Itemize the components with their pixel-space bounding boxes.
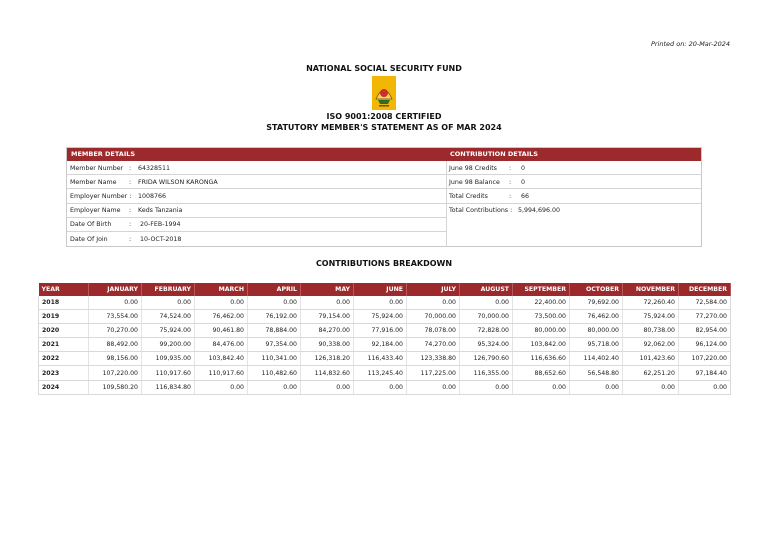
amount-cell: 70,000.00 — [460, 310, 513, 324]
amount-cell: 72,260.40 — [623, 296, 679, 310]
table-row — [39, 338, 731, 352]
amount-cell: 103,842.00 — [513, 338, 570, 352]
amount-cell: 82,954.00 — [679, 324, 731, 338]
amount-cell: 76,192.00 — [248, 310, 301, 324]
table-header — [39, 283, 731, 296]
table-row — [39, 366, 731, 380]
amount-cell: 107,220.00 — [679, 352, 731, 366]
amount-cell: 74,524.00 — [142, 310, 195, 324]
contribution-row: Total Contributions : 5,994,696.00 — [449, 207, 561, 215]
column-header: JULY — [407, 283, 460, 296]
amount-cell: 126,790.60 — [460, 352, 513, 366]
details-panel — [66, 147, 702, 247]
year-cell: 2018 — [39, 296, 89, 310]
table-row — [39, 380, 731, 394]
amount-cell: 73,554.00 — [89, 310, 142, 324]
amount-cell: 99,200.00 — [142, 338, 195, 352]
amount-cell: 75,924.00 — [142, 324, 195, 338]
amount-cell: 79,154.00 — [301, 310, 354, 324]
contributions-table — [38, 283, 731, 395]
amount-cell: 0.00 — [354, 380, 407, 394]
amount-cell: 0.00 — [195, 380, 248, 394]
amount-cell: 116,355.00 — [460, 366, 513, 380]
amount-cell: 110,482.60 — [248, 366, 301, 380]
column-header: NOVEMBER — [623, 283, 679, 296]
amount-cell: 0.00 — [142, 296, 195, 310]
column-header: FEBRUARY — [142, 283, 195, 296]
year-cell: 2024 — [39, 380, 89, 394]
amount-cell: 0.00 — [301, 296, 354, 310]
amount-cell: 109,935.00 — [142, 352, 195, 366]
amount-cell: 90,461.80 — [195, 324, 248, 338]
member-row: Date Of Join : 10-OCT-2018 — [70, 235, 182, 243]
amount-cell: 80,738.00 — [623, 324, 679, 338]
printed-date: Printed on: 20-Mar-2024 — [650, 40, 730, 48]
amount-cell: 101,423.60 — [623, 352, 679, 366]
amount-cell: 0.00 — [354, 296, 407, 310]
column-header: DECEMBER — [679, 283, 731, 296]
amount-cell: 113,245.40 — [354, 366, 407, 380]
contribution-details-header: CONTRIBUTION DETAILS — [450, 150, 538, 158]
organization-name: NATIONAL SOCIAL SECURITY FUND — [306, 64, 462, 73]
amount-cell: 73,500.00 — [513, 310, 570, 324]
amount-cell: 117,225.00 — [407, 366, 460, 380]
amount-cell: 0.00 — [623, 380, 679, 394]
column-header: YEAR — [39, 283, 89, 296]
amount-cell: 0.00 — [513, 380, 570, 394]
column-header: JANUARY — [89, 283, 142, 296]
amount-cell: 92,062.00 — [623, 338, 679, 352]
amount-cell: 77,916.00 — [354, 324, 407, 338]
year-cell: 2023 — [39, 366, 89, 380]
amount-cell: 103,842.40 — [195, 352, 248, 366]
amount-cell: 77,270.00 — [679, 310, 731, 324]
amount-cell: 116,834.80 — [142, 380, 195, 394]
amount-cell: 56,548.80 — [570, 366, 623, 380]
amount-cell: 0.00 — [89, 296, 142, 310]
amount-cell: 126,318.20 — [301, 352, 354, 366]
column-header: MARCH — [195, 283, 248, 296]
amount-cell: 0.00 — [301, 380, 354, 394]
table-row — [39, 352, 731, 366]
amount-cell: 110,917.60 — [142, 366, 195, 380]
amount-cell: 92,184.00 — [354, 338, 407, 352]
amount-cell: 79,692.00 — [570, 296, 623, 310]
amount-cell: 97,184.40 — [679, 366, 731, 380]
member-row: Date Of Birth : 20-FEB-1994 — [67, 218, 446, 232]
amount-cell: 0.00 — [407, 380, 460, 394]
member-row: Member Name : FRIDA WILSON KARONGA — [67, 175, 446, 189]
amount-cell: 109,580.20 — [89, 380, 142, 394]
year-cell: 2020 — [39, 324, 89, 338]
amount-cell: 84,476.00 — [195, 338, 248, 352]
amount-cell: 78,884.00 — [248, 324, 301, 338]
nssf-emblem-icon — [364, 76, 404, 110]
amount-cell: 80,000.00 — [513, 324, 570, 338]
amount-cell: 107,220.00 — [89, 366, 142, 380]
amount-cell: 72,828.00 — [460, 324, 513, 338]
amount-cell: 98,156.00 — [89, 352, 142, 366]
amount-cell: 116,433.40 — [354, 352, 407, 366]
year-cell: 2021 — [39, 338, 89, 352]
table-row — [39, 296, 731, 310]
column-header: SEPTEMBER — [513, 283, 570, 296]
table-row — [39, 324, 731, 338]
amount-cell: 90,338.00 — [301, 338, 354, 352]
breakdown-title: CONTRIBUTIONS BREAKDOWN — [315, 259, 453, 268]
amount-cell: 88,652.60 — [513, 366, 570, 380]
amount-cell: 110,917.60 — [195, 366, 248, 380]
amount-cell: 97,354.00 — [248, 338, 301, 352]
amount-cell: 0.00 — [570, 380, 623, 394]
statement-title: STATUTORY MEMBER'S STATEMENT AS OF MAR 2024 — [266, 123, 502, 132]
amount-cell: 75,924.00 — [354, 310, 407, 324]
amount-cell: 76,462.00 — [570, 310, 623, 324]
amount-cell: 116,636.60 — [513, 352, 570, 366]
certification: ISO 9001:2008 CERTIFIED — [326, 112, 442, 121]
column-header: AUGUST — [460, 283, 513, 296]
details-header — [67, 148, 701, 161]
amount-cell: 123,338.80 — [407, 352, 460, 366]
year-cell: 2019 — [39, 310, 89, 324]
amount-cell: 70,270.00 — [89, 324, 142, 338]
column-header: APRIL — [248, 283, 301, 296]
amount-cell: 88,492.00 — [89, 338, 142, 352]
amount-cell: 75,924.00 — [623, 310, 679, 324]
contribution-row: June 98 Credits : 0 — [447, 161, 701, 175]
amount-cell: 95,324.00 — [460, 338, 513, 352]
contribution-row: Total Credits : 66 — [447, 189, 701, 203]
contribution-row: June 98 Balance : 0 — [447, 175, 701, 189]
amount-cell: 76,462.00 — [195, 310, 248, 324]
column-header: OCTOBER — [570, 283, 623, 296]
amount-cell: 0.00 — [407, 296, 460, 310]
amount-cell: 22,400.00 — [513, 296, 570, 310]
amount-cell: 0.00 — [679, 380, 731, 394]
amount-cell: 84,270.00 — [301, 324, 354, 338]
amount-cell: 0.00 — [460, 380, 513, 394]
member-row: Member Number : 64328511 — [67, 161, 446, 175]
amount-cell: 62,251.20 — [623, 366, 679, 380]
amount-cell: 110,341.00 — [248, 352, 301, 366]
amount-cell: 70,000.00 — [407, 310, 460, 324]
amount-cell: 78,078.00 — [407, 324, 460, 338]
member-row: Employer Name : Keds Tanzania — [67, 204, 446, 218]
amount-cell: 80,000.00 — [570, 324, 623, 338]
amount-cell: 114,832.60 — [301, 366, 354, 380]
amount-cell: 0.00 — [248, 296, 301, 310]
member-details-header: MEMBER DETAILS — [71, 150, 136, 158]
amount-cell: 95,718.00 — [570, 338, 623, 352]
column-header: JUNE — [354, 283, 407, 296]
year-cell: 2022 — [39, 352, 89, 366]
amount-cell: 0.00 — [460, 296, 513, 310]
amount-cell: 0.00 — [248, 380, 301, 394]
column-header: MAY — [301, 283, 354, 296]
amount-cell: 96,124.00 — [679, 338, 731, 352]
amount-cell: 72,584.00 — [679, 296, 731, 310]
table-row — [39, 310, 731, 324]
amount-cell: 74,270.00 — [407, 338, 460, 352]
amount-cell: 114,402.40 — [570, 352, 623, 366]
amount-cell: 0.00 — [195, 296, 248, 310]
member-row: Employer Number : 1008766 — [67, 189, 446, 203]
